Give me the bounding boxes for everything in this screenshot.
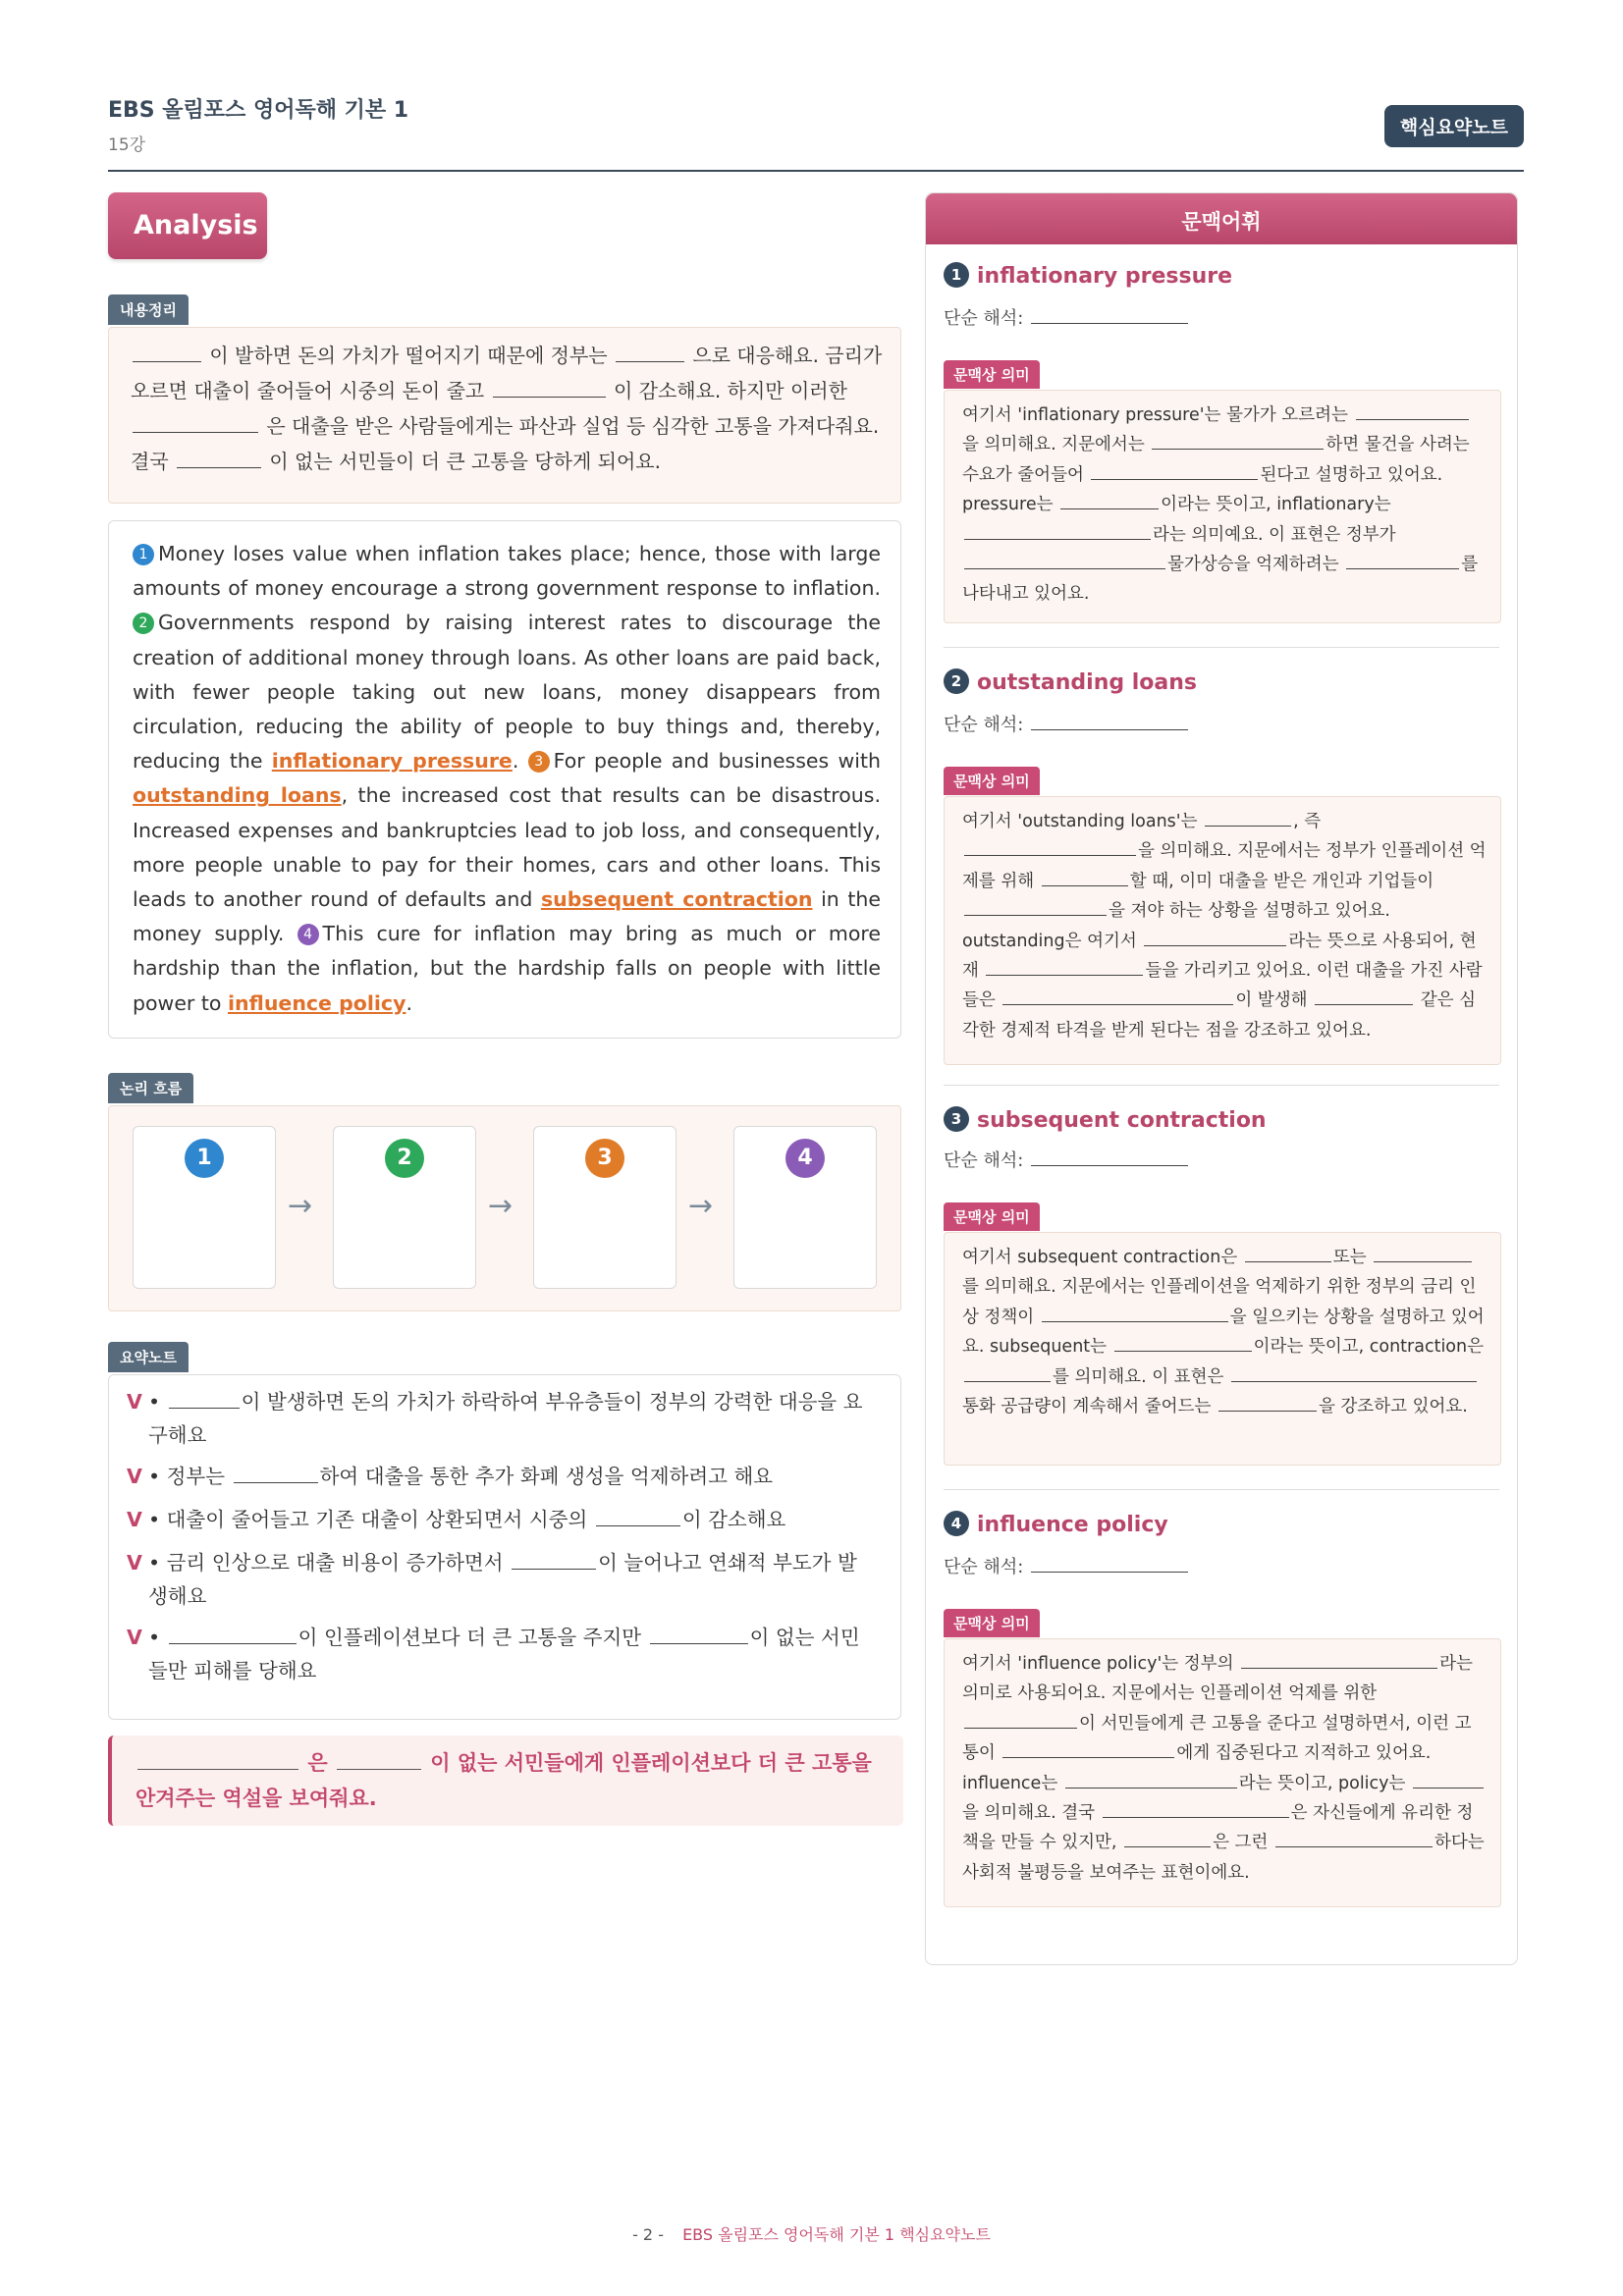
note-item <box>127 1621 883 1687</box>
flow-label: 논리 흐름 <box>108 1073 193 1103</box>
context-text <box>962 400 1487 610</box>
blank <box>1241 1650 1437 1669</box>
summary-s4: 은 대출을 받은 사람들에게는 파산과 실업 등 심각한 고통을 가져다줘요. 결국 <box>131 414 880 473</box>
check-mark-icon: V <box>127 1551 142 1575</box>
blank <box>1346 551 1459 569</box>
blank <box>1114 1333 1252 1352</box>
term-text: inflationary pressure <box>977 264 1233 289</box>
ctx-seg: 같은 심각한 경제적 타격을 받게 된다는 점을 강조하고 있어요. <box>962 990 1477 1041</box>
ctx-seg: 이 서민들에게 큰 고통을 준다고 설명하면서, 이런 고통이 <box>962 1713 1472 1764</box>
blank <box>596 1506 680 1526</box>
simple-translation <box>944 1552 1190 1578</box>
blank <box>1413 1770 1484 1789</box>
blank <box>1275 1829 1433 1847</box>
blank <box>1356 401 1469 420</box>
ctx-seg: , 즉 <box>1293 812 1322 831</box>
flow-box <box>108 1105 901 1311</box>
ctx-seg: 이라는 뜻이고, inflationary는 <box>1161 495 1391 515</box>
blank <box>1065 1770 1237 1789</box>
blank <box>964 897 1107 916</box>
blank <box>1091 461 1258 480</box>
ctx-seg: 통화 공급량이 계속해서 줄어드는 <box>962 1397 1212 1417</box>
notes-box <box>108 1374 901 1720</box>
blank <box>234 1463 318 1483</box>
bullet: • <box>148 1551 161 1575</box>
page-footer <box>0 2222 1623 2245</box>
note-3-text-b: 이 감소해요 <box>681 1508 786 1531</box>
blank <box>1103 1799 1289 1818</box>
blank <box>137 1749 298 1770</box>
note-1-text: 이 발생하면 돈의 가치가 하락하여 부유층들이 정부의 강력한 대응을 요구해요 <box>148 1390 863 1447</box>
blank <box>337 1749 421 1770</box>
ctx-seg: 여기서 'influence policy'는 정부의 <box>962 1654 1234 1674</box>
analysis-tab <box>108 192 267 259</box>
vocab-header <box>926 193 1517 244</box>
blank <box>169 1388 240 1409</box>
ctx-seg: 이 발생해 <box>1235 990 1308 1011</box>
ctx-seg: 라는 뜻이고, policy는 <box>1238 1773 1406 1793</box>
blank <box>1124 1829 1211 1847</box>
ctx-seg: 에게 집중된다고 지적하고 있어요. influence는 <box>962 1743 1432 1793</box>
simple-label: 단순 해석: <box>944 1557 1024 1577</box>
sentence-number-3: 3 <box>528 751 550 773</box>
conclusion-c2: 이 없는 서민들에게 인플레이션보다 더 큰 고통을 안겨주는 역설을 보여줘요. <box>135 1751 872 1810</box>
conclusion-box <box>108 1735 903 1826</box>
simple-label: 단순 해석: <box>944 308 1024 329</box>
sentence-1: Money loses value when inflation takes place; hence, those with large amounts of money encourage a strong government response to inflation. <box>133 542 881 601</box>
ctx-seg: 라는 뜻으로 사용되어, 현재 <box>962 931 1477 982</box>
context-vocab-panel <box>925 192 1518 1965</box>
flow-arrow-icon: → <box>688 1189 714 1223</box>
note-2-text-a: 정부는 <box>166 1465 226 1488</box>
blank <box>1031 303 1188 324</box>
note-item <box>127 1460 883 1493</box>
ctx-seg: 을 일으키는 상황을 설명하고 있어요. subsequent는 <box>962 1307 1485 1358</box>
ctx-seg: 라는 의미로 사용되어요. 지문에서는 인플레이션 억제를 위한 <box>962 1654 1473 1704</box>
term-text: influence policy <box>977 1513 1168 1537</box>
note-4-text-b: 이 늘어나고 연쇄적 부도가 발생해요 <box>148 1551 857 1608</box>
context-label: 문맥상 의미 <box>944 1202 1040 1231</box>
highlight-outstanding-loans: outstanding loans <box>133 783 342 808</box>
footer-title: EBS 올림포스 영어독해 기본 1 핵심요약노트 <box>682 2225 991 2244</box>
flow-step-number: 4 <box>785 1139 825 1178</box>
ctx-seg: 은 그런 <box>1213 1833 1269 1853</box>
highlight-inflationary-pressure: inflationary pressure <box>271 749 513 774</box>
blank <box>1031 710 1188 730</box>
term-number: 4 <box>944 1511 969 1536</box>
flow-card-4 <box>733 1126 877 1289</box>
note-item <box>127 1503 883 1536</box>
ctx-seg: 를 나타내고 있어요. <box>962 555 1479 605</box>
context-label: 문맥상 의미 <box>944 1609 1040 1637</box>
ctx-seg: 을 져야 하는 상황을 설명하고 있어요. outstanding은 여기서 <box>962 901 1390 951</box>
bullet: • <box>148 1390 161 1414</box>
ctx-seg: 하면 물건을 사려는 수요가 줄어들어 <box>962 435 1470 485</box>
blank <box>964 521 1151 540</box>
context-text <box>962 1243 1487 1421</box>
sentence-2: Governments respond by raising interest rates to discourage the creation of additional money through loans. As other loans are paid back, with fewer people taking out new loans, money disappears from circulation, reducing the ability of people to buy things and, thereby, reducing the <box>133 611 881 774</box>
blank <box>1315 987 1413 1005</box>
blank <box>1205 808 1291 827</box>
check-mark-icon: V <box>127 1626 142 1649</box>
check-mark-icon: V <box>127 1465 142 1488</box>
term-number: 1 <box>944 262 969 288</box>
context-box-3 <box>944 1232 1501 1466</box>
book-title: EBS 올림포스 영어독해 기본 1 <box>108 98 409 123</box>
ctx-seg: 를 의미해요. 지문에서는 인플레이션을 억제하기 위한 정부의 금리 인상 정책이 <box>962 1277 1477 1327</box>
ctx-seg: 을 의미해요. 지문에서는 <box>962 435 1145 455</box>
note-5-text-b: 이 인플레이션보다 더 큰 고통을 주지만 <box>298 1626 642 1649</box>
bullet: • <box>148 1626 161 1649</box>
section-badge: 핵심요약노트 <box>1384 105 1524 147</box>
blank <box>650 1624 748 1644</box>
flow-card-1 <box>133 1126 276 1289</box>
ctx-seg: 여기서 subsequent contraction은 <box>962 1248 1238 1267</box>
ctx-seg: 여기서 'inflationary pressure'는 물가가 오르려는 <box>962 405 1348 425</box>
blank <box>964 1710 1077 1729</box>
blank <box>964 1363 1051 1382</box>
vocab-header-title: 문맥어휘 <box>1181 210 1262 234</box>
analysis-tab-label: Analysis <box>134 210 258 240</box>
notes-label: 요약노트 <box>108 1342 189 1372</box>
check-mark-icon: V <box>127 1508 142 1531</box>
summary-label: 내용정리 <box>108 294 189 325</box>
context-box-1 <box>944 390 1501 623</box>
note-item <box>127 1546 883 1613</box>
blank <box>1002 987 1233 1005</box>
sentence-3a: For people and businesses with <box>553 749 881 774</box>
note-item <box>127 1385 883 1452</box>
summary-s2: 으로 대응해요. 금리가 오르면 대출이 줄어들어 시중의 돈이 줄고 <box>131 344 883 402</box>
ctx-seg: 들을 가리키고 있어요. 이런 대출을 가진 사람들은 <box>962 961 1483 1011</box>
simple-label: 단순 해석: <box>944 715 1024 735</box>
ctx-seg: 을 강조하고 있어요. <box>1318 1397 1468 1417</box>
blank <box>1231 1363 1477 1382</box>
summary-text <box>131 338 883 479</box>
blank <box>1245 1244 1331 1262</box>
context-label: 문맥상 의미 <box>944 767 1040 795</box>
blank <box>1031 1146 1188 1166</box>
divider <box>944 647 1499 648</box>
sentence-4: This cure for inflation may bring as much or more hardship than the inflation, but the hardship falls on people with little power to <box>133 922 881 1015</box>
blank <box>1218 1393 1317 1412</box>
blank <box>1031 1552 1188 1573</box>
flow-step-number: 2 <box>385 1139 424 1178</box>
simple-translation <box>944 1146 1190 1172</box>
divider <box>944 1489 1499 1490</box>
passage-text <box>133 537 881 1021</box>
blank <box>1002 1739 1174 1758</box>
ctx-seg: 하다는 사회적 불평등을 보여주는 표현이에요. <box>962 1833 1485 1883</box>
ctx-seg: 이라는 뜻이고, contraction은 <box>1253 1337 1485 1358</box>
blank <box>616 342 684 362</box>
blank <box>1144 928 1286 946</box>
term-text: subsequent contraction <box>977 1108 1267 1133</box>
sentence-4-end: . <box>406 990 412 1015</box>
ctx-seg: 라는 의미예요. 이 표현은 정부가 <box>1153 524 1396 545</box>
blank <box>1374 1244 1472 1262</box>
flow-card-3 <box>533 1126 676 1289</box>
sentence-number-2: 2 <box>133 613 154 634</box>
context-text <box>962 807 1487 1045</box>
blank <box>177 448 261 468</box>
ctx-seg: 또는 <box>1332 1248 1367 1267</box>
flow-step-number: 3 <box>585 1139 624 1178</box>
blank <box>493 377 606 398</box>
sentence-3c: in the money supply. <box>133 887 881 946</box>
ctx-seg: 물가상승을 억제하려는 <box>1167 555 1339 575</box>
flow-arrow-icon: → <box>288 1189 313 1223</box>
bullet: • <box>148 1465 161 1488</box>
summary-s3: 이 감소해요. 하지만 이러한 <box>613 379 847 402</box>
context-label: 문맥상 의미 <box>944 360 1040 389</box>
flow-card-2 <box>333 1126 476 1289</box>
ctx-seg: 여기서 'outstanding loans'는 <box>962 812 1198 831</box>
blank <box>1152 431 1324 450</box>
context-box-4 <box>944 1638 1501 1907</box>
summary-s1: 이 발하면 돈의 가치가 떨어지기 때문에 정부는 <box>209 344 608 367</box>
blank <box>1042 1304 1228 1322</box>
summary-s5: 이 없는 서민들이 더 큰 고통을 당하게 되어요. <box>269 450 661 473</box>
ctx-seg: 을 의미해요. 결국 <box>962 1803 1096 1824</box>
conclusion-c1: 은 <box>307 1751 328 1775</box>
simple-translation <box>944 710 1190 736</box>
vocab-term-4 <box>944 1511 1168 1537</box>
blank <box>133 342 201 362</box>
note-5-text-c: 이 없는 서민들만 피해를 당해요 <box>148 1626 860 1682</box>
passage-box <box>108 520 901 1039</box>
blank <box>986 957 1143 976</box>
note-2-text-b: 하여 대출을 통한 추가 화폐 생성을 억제하려고 해요 <box>319 1465 774 1488</box>
ctx-seg: 를 의미해요. 이 표현은 <box>1053 1366 1224 1387</box>
highlight-influence-policy: influence policy <box>228 990 406 1015</box>
blank <box>964 837 1136 856</box>
flow-arrow-icon: → <box>488 1189 514 1223</box>
vocab-term-1 <box>944 262 1232 289</box>
blank <box>512 1549 596 1570</box>
divider <box>944 1085 1499 1086</box>
ctx-seg: 은 자신들에게 유리한 정책을 만들 수 있지만, <box>962 1803 1474 1853</box>
bullet: • <box>148 1508 161 1531</box>
highlight-subsequent-contraction: subsequent contraction <box>540 887 813 912</box>
page-header <box>108 93 1524 172</box>
sentence-2-end: . <box>512 749 519 774</box>
ctx-seg: 된다고 설명하고 있어요. pressure는 <box>962 464 1443 515</box>
summary-box <box>108 327 901 504</box>
check-mark-icon: V <box>127 1390 142 1414</box>
note-4-text-a: 금리 인상으로 대출 비용이 증가하면서 <box>166 1551 504 1575</box>
blank <box>964 551 1165 569</box>
term-number: 2 <box>944 668 969 694</box>
flow-step-number: 1 <box>185 1139 224 1178</box>
page-number: - 2 - <box>632 2225 664 2244</box>
blank <box>133 412 258 433</box>
sentence-3b: , the increased cost that results can be disastrous. Increased expenses and bankruptcies lead to job loss, and consequently, more people unable to pay for their homes, cars and other loans. This leads to another round of defaults and <box>133 783 881 912</box>
blank <box>1042 868 1128 886</box>
blank <box>1060 491 1159 509</box>
simple-label: 단순 해석: <box>944 1150 1024 1171</box>
vocab-term-2 <box>944 668 1197 695</box>
term-text: outstanding loans <box>977 670 1198 695</box>
context-text <box>962 1649 1487 1888</box>
note-3-text-a: 대출이 줄어들고 기존 대출이 상환되면서 시중의 <box>166 1508 588 1531</box>
simple-translation <box>944 303 1190 330</box>
vocab-term-3 <box>944 1106 1267 1133</box>
ctx-seg: 할 때, 이미 대출을 받은 개인과 기업들이 <box>1129 871 1434 891</box>
blank <box>169 1624 297 1644</box>
sentence-number-4: 4 <box>298 924 319 945</box>
conclusion-text <box>135 1745 884 1816</box>
lesson-number: 15강 <box>108 135 146 155</box>
term-number: 3 <box>944 1106 969 1132</box>
sentence-number-1: 1 <box>133 544 154 565</box>
ctx-seg: 을 의미해요. 지문에서는 정부가 인플레이션 억제를 위해 <box>962 841 1487 891</box>
context-box-2 <box>944 796 1501 1065</box>
